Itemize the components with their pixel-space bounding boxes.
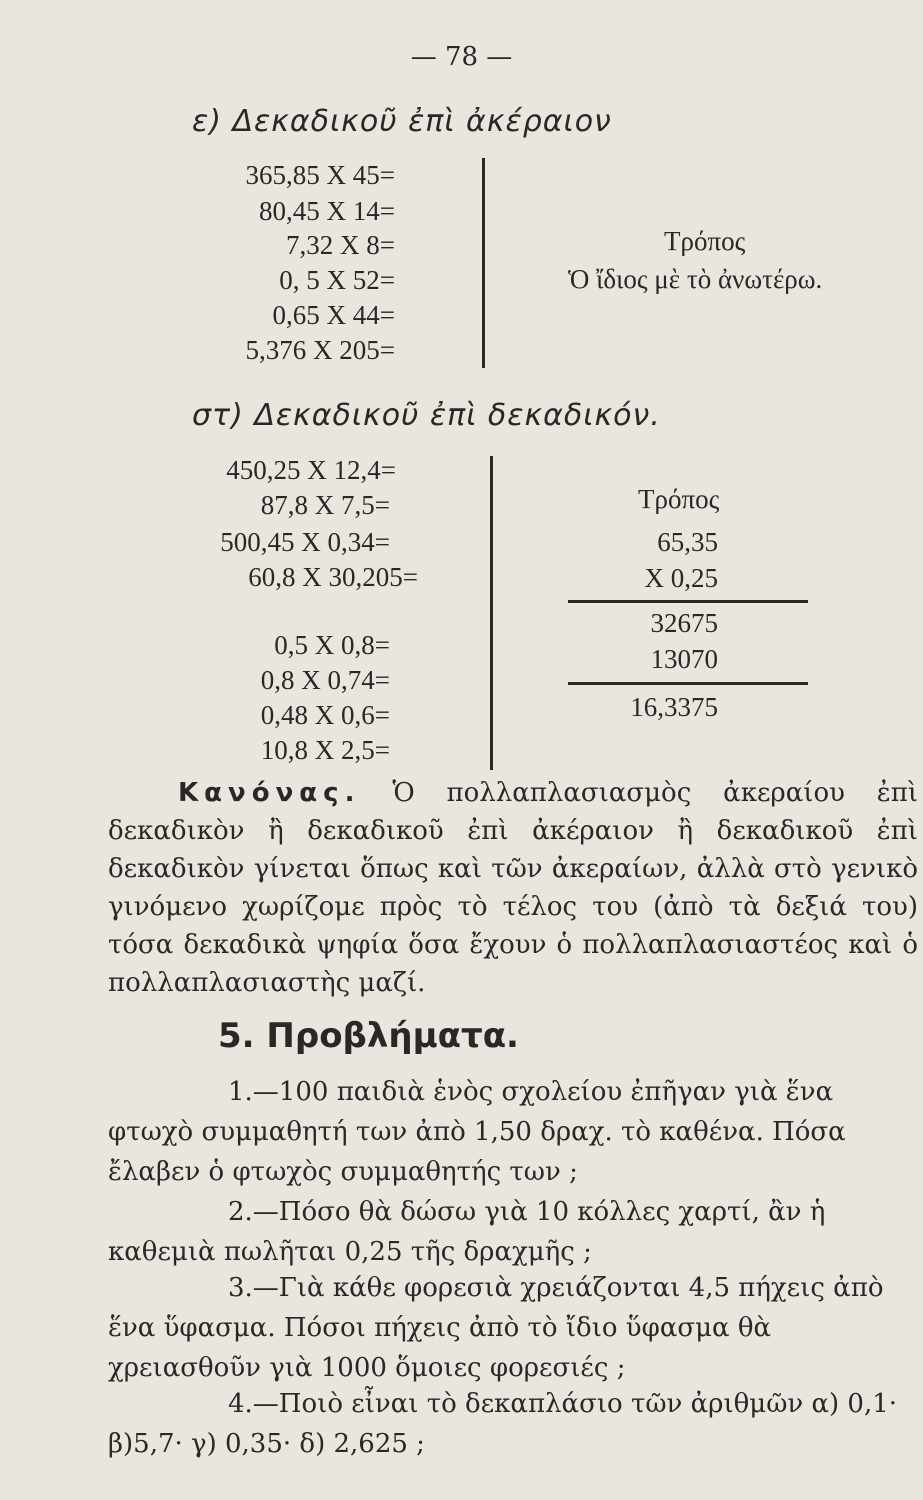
problem-item: 2.—Πόσο θὰ δώσω γιὰ 10 κόλλες χαρτί, ἂν ἡ καθεμιὰ πωλῆται 0,25 τῆς δραχμῆς ; (108, 1197, 826, 1267)
rule-label: Κανόνας. (178, 778, 361, 808)
method-text: Ὁ ἴδιος μὲ τὸ ἀνωτέρω. (568, 264, 823, 294)
section-e-title: ε) Δεκαδικοῦ ἐπὶ ἀκέραιον (192, 104, 612, 139)
divider-line (490, 456, 493, 770)
equation: 87,8 X 7,5= (260, 490, 390, 520)
equation: 0,65 X 44= (272, 300, 395, 330)
calc-rule (568, 600, 808, 603)
method-label: Τρόπος (638, 484, 720, 514)
calc-result: 16,3375 (630, 692, 718, 722)
equation: 5,376 X 205= (245, 335, 395, 365)
equation: 10,8 X 2,5= (260, 735, 390, 765)
problem-item: 4.—Ποιὸ εἶναι τὸ δεκαπλάσιο τῶν ἀριθμῶν α) 0,1· β)5,7· γ) 0,35· δ) 2,625 ; (108, 1389, 898, 1459)
equation: 0,5 X 0,8= (274, 630, 390, 660)
divider-line (482, 158, 485, 368)
calc-multiplicand: 65,35 (657, 527, 718, 557)
equation: 0,48 X 0,6= (260, 700, 390, 730)
calc-rule (568, 682, 808, 685)
method-label: Τρόπος (664, 226, 746, 256)
calc-partial: 13070 (650, 644, 718, 674)
equation: 0, 5 X 52= (279, 265, 395, 295)
calc-multiplier: X 0,25 (644, 563, 718, 593)
rule-paragraph (108, 774, 918, 1002)
equation: 80,45 X 14= (259, 196, 395, 226)
equation: 60,8 X 30,205= (248, 562, 418, 592)
equation: 450,25 X 12,4= (226, 455, 396, 485)
equation: 7,32 X 8= (286, 230, 395, 260)
problems-heading: 5. Προβλήματα. (218, 1016, 519, 1056)
calc-partial: 32675 (650, 608, 718, 638)
equation: 0,8 X 0,74= (260, 665, 390, 695)
equation: 500,45 X 0,34= (220, 527, 390, 557)
equation: 365,85 X 45= (245, 160, 395, 190)
page-number: — 78 — (410, 42, 513, 72)
problem-item: 3.—Γιὰ κάθε φορεσιὰ χρειάζονται 4,5 πήχεις ἀπὸ ἕνα ὕφασμα. Πόσοι πήχεις ἀπὸ τὸ ἴδιο ὕφασμα θὰ χρειασθοῦν γιὰ 1000 ὅμοιες φορεσιές ; (108, 1273, 884, 1383)
rule-text: Ὁ πολλαπλασιασμὸς ἀκεραίου ἐπὶ δεκαδικὸν ἢ δεκαδικοῦ ἐπὶ ἀκέραιον ἢ δεκαδικοῦ ἐπὶ δεκαδικὸν γίνεται ὅπως καὶ τῶν ἀκεραίων, ἀλλὰ στὸ γενικὸ γινόμενο χωρίζομε πρὸς τὸ τέλος του (ἀπὸ τὰ δεξιά του) τόσα δεκαδικὰ ψηφία ὅσα ἔχουν ὁ πολλαπλασιαστέος καὶ ὁ πολλαπλασιαστὴς μαζί. (108, 778, 919, 998)
section-st-title: στ) Δεκαδικοῦ ἐπὶ δεκαδικόν. (192, 398, 661, 433)
problem-item: 1.—100 παιδιὰ ἑνὸς σχολείου ἐπῆγαν γιὰ ἕνα φτωχὸ συμμαθητή των ἀπὸ 1,50 δραχ. τὸ καθένα. Πόσα ἔλαβεν ὁ φτωχὸς συμμαθητής των ; (108, 1077, 846, 1187)
